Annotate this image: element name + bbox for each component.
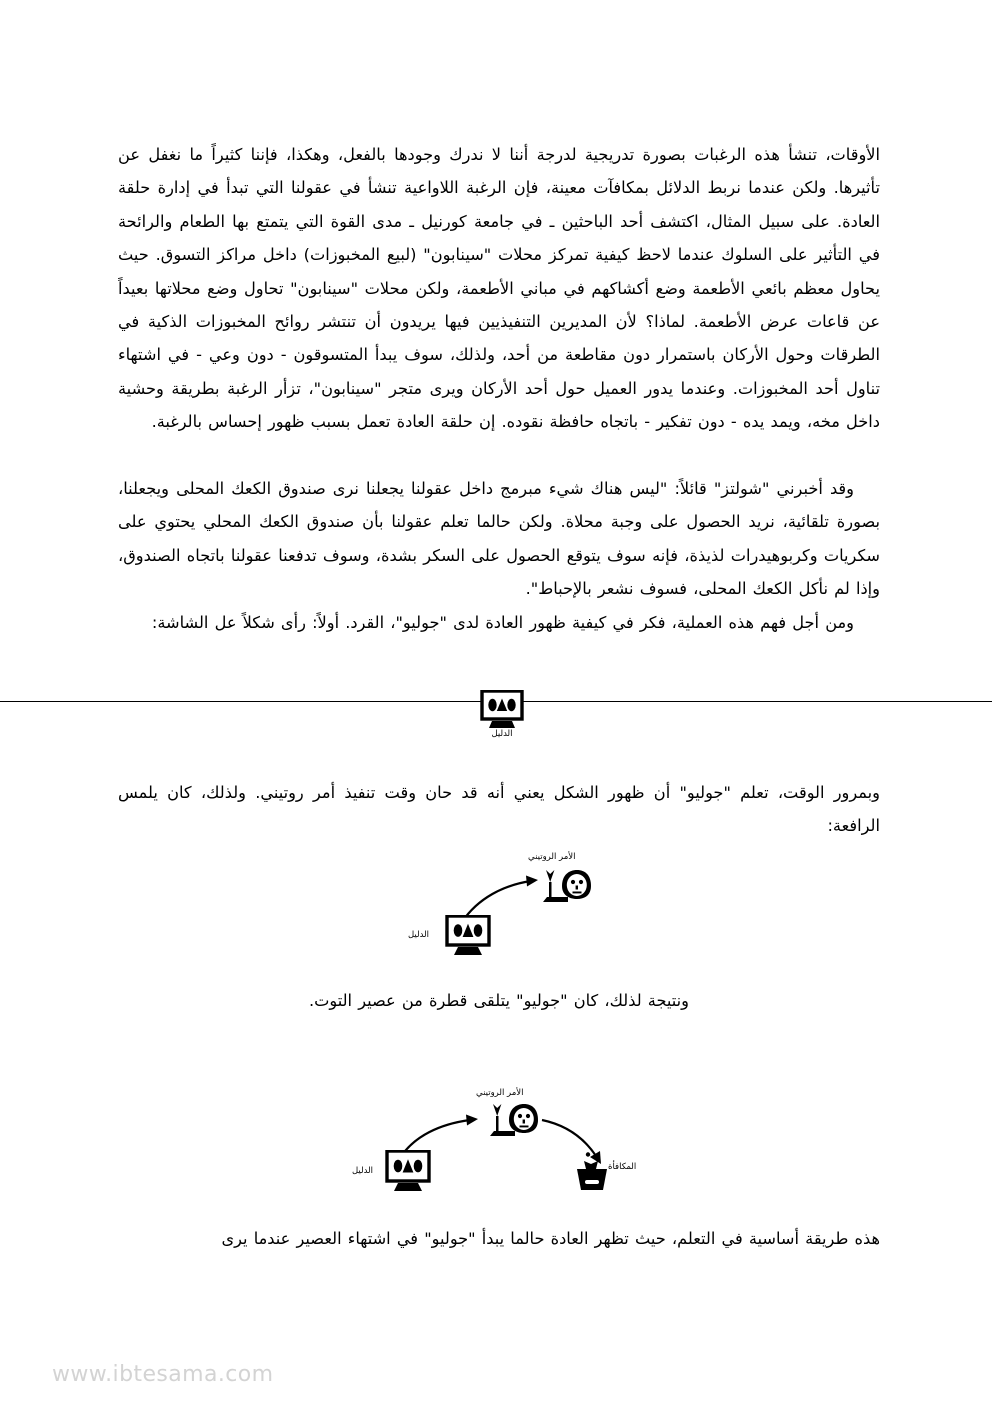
paragraph-3 [118,606,880,639]
figure2-label-routine: الأمر الروتيني [528,852,576,862]
paragraph-2 [118,472,880,606]
figure-cue-routine [400,852,620,972]
figure3-label-cue: الدليل [352,1166,374,1176]
paragraph-4-text: وبمرور الوقت، تعلم "جوليو" أن ظهور الشكل يعني أنه قد حان وقت تنفيذ أمر روتيني. ولذلك، كان يلمس الرافعة: [118,783,880,836]
figure-cue-routine-reward [352,1088,652,1213]
paragraph-6-text: هذه طريقة أساسية في التعلم، حيث تظهر العادة حالما يبدأ "جوليو" في اشتهاء العصير عندما يرى [221,1229,880,1248]
paragraph-5 [118,984,880,1017]
paragraph-2-text: وقد أخبرني "شولتز" قائلاً: "ليس هناك شيء مبرمج داخل عقولنا يجعلنا نرى صندوق الكعك المحلى ويجعلنا، بصورة تلقائية، نريد الحصول على وجبة محلاة. ولكن حالما تعلم عقولنا بأن صندوق الكعك المحلي يحتوي على سكريات وكربوهيدرات لذيذة، فإنه سوف يتوقع الحصول على السكر بشدة، وسوف تدفعنا عقولنا باتجاه الصندوق، وإذا لم نأكل الكعك المحلى، فسوف نشعر بالإحباط". [118,479,880,599]
paragraph-4 [118,776,880,843]
figure3-label-routine: الأمر الروتيني [476,1088,524,1098]
monitor-icon [444,915,492,957]
figure-cue-only [452,688,552,758]
figure2-label-cue: الدليل [408,930,430,940]
paragraph-5-text: ونتيجة لذلك، كان "جوليو" يتلقى قطرة من عصير التوت. [308,991,689,1010]
paragraph-1-text: الأوقات، تنشأ هذه الرغبات بصورة تدريجية لدرجة أننا لا ندرك وجودها بالفعل، وهكذا، فإننا كثيراً ما نغفل عن تأثيرها. ولكن عندما نربط الدلائل بمكافآت معينة، فإن الرغبة اللاواعية تنشأ في عقولنا التي تبدأ في إدارة حلقة العادة. على سبيل المثال، اكتشف أحد الباحثين ـ في جامعة كورنيل ـ مدى القوة التي يتمتع بها الطعام والرائحة في التأثير على السلوك عندما لاحظ كيفية تمركز محلات "سينابون" (لبيع المخبوزات) داخل مراكز التسوق. حيث يحاول معظم بائعي الأطعمة وضع أكشاكهم في مباني الأطعمة، ولكن محلات "سينابون" تحاول وضع محلاتها بعيداً عن قاعات عرض الأطعمة. لماذا؟ لأن المديرين التنفيذيين فيها يريدون أن تنتشر روائح المخبوزات الذكية في الطرقات وحول الأركان باستمرار دون مقاطعة من أحد، ولذلك، سوف يبدأ المتسوقون - دون وعي - في اشتهاء تناول أحد المخبوزات. وعندما يدور العميل حول أحد الأركان ويرى متجر "سينابون"، تزأر الرغبة بطريقة وحشية داخل مخه، ويمد يده - دون تفكير - باتجاه حافظة نقوده. إن حلقة العادة تعمل بسبب ظهور إحساس بالرغبة. [118,145,880,432]
monkey-with-lever-icon [538,864,594,906]
paragraph-3-text: ومن أجل فهم هذه العملية، فكر في كيفية ظهور العادة لدى "جوليو"، القرد. أولاً: رأى شكلاً عل الشاشة: [151,613,854,632]
paragraph-1 [118,138,880,439]
monkey-with-lever-icon [485,1098,541,1140]
site-watermark: www.ibtesama.com [52,1362,274,1387]
monitor-icon [384,1150,432,1194]
reward-cup-icon [570,1150,614,1194]
monitor-icon [478,690,526,730]
figure1-label-cue: الدليل [491,729,513,739]
paragraph-6 [118,1222,880,1255]
figure3-label-reward: المكافأة [608,1162,637,1172]
